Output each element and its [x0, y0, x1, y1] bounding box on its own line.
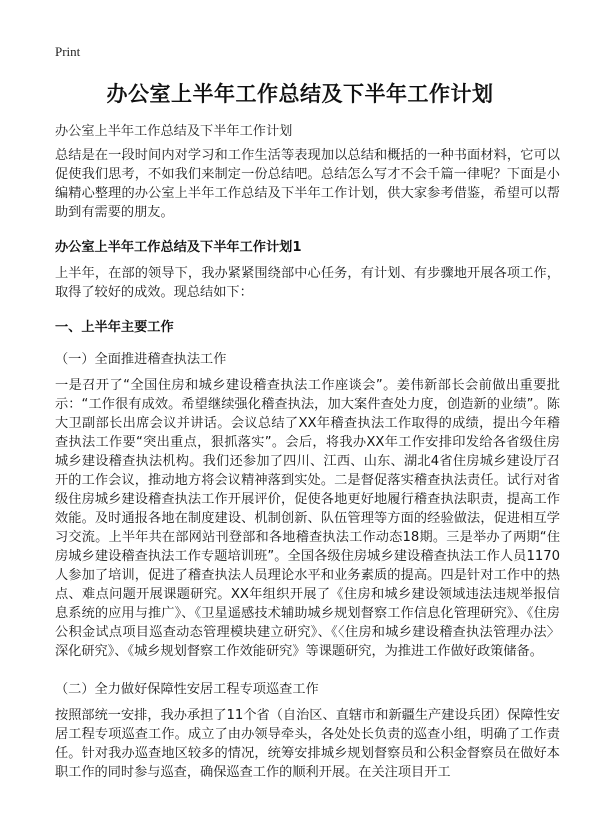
print-label[interactable]: Print	[55, 44, 81, 59]
subsection2-body: 按照部统一安排，我办承担了11个省（自治区、直辖市和新疆生产建设兵团）保障性安居工程专项巡查工作。成立了由办领导牵头，各处处长负责的巡查小组，明确了工作责任。针对我办巡查地区较多的情况，统筹安排城乡规划督察员和公积金督察员在做好本职工作的同时参与巡查，确保巡查工作的顺利开展。在关注项目开工	[55, 708, 560, 780]
overview-paragraph: 上半年，在部的领导下，我办紧紧围绕部中心任务，有计划、有步骤地开展各项工作，取得了较好的成效。现总结如下：	[55, 266, 560, 300]
document-subtitle: 办公室上半年工作总结及下半年工作计划	[55, 124, 293, 139]
document-title: 办公室上半年工作总结及下半年工作计划	[106, 82, 494, 106]
section1-heading: 一、上半年主要工作	[55, 320, 174, 335]
subsection1-body: 一是召开了“全国住房和城乡建设稽查执法工作座谈会”。姜伟新部长会前做出重要批示：“工作很有成效。希望继续强化稽查执法，加大案件查处力度，创造新的业绩”。陈大卫副部长出席会议并讲话。会议总结了XX年稽查执法工作取得的成绩，提出今年稽查执法工作要“突出重点，狠抓落实”。会后，将我办XX年工作安排印发给各省级住房城乡建设稽查执法机构。我们还参加了四川、江西、山东、湖北4省住房城乡建设厅召开的工作会议，推动地方将会议精神落到实处。二是督促落实稽查执法责任。试行对省级住房城乡建设稽查执法工作开展评价，促使各地更好地履行稽查执法职责，提高工作效能。及时通报各地在制度建设、机制创新、队伍管理等方面的经验做法，促进相互学习交流。上半年共在部网站刊登部和各地稽查执法工作动态18期。三是举办了两期“住房城乡建设稽查执法工作专题培训班”。全国各级住房城乡建设稽查执法工作人员1170人参加了培训，促进了稽查执法人员理论水平和业务素质的提高。四是针对工作中的热点、难点问题开展课题研究。XX年组织开展了《住房和城乡建设领域违法违规举报信息系统的应用与推广》、《卫星遥感技术辅助城乡规划督察工作信息化管理研究》、《住房公积金试点项目巡查动态管理模块建立研究》、《〈住房和城乡建设稽查执法管理办法〉深化研究》、《城乡规划督察工作效能研究》等课题研究，为推进工作做好政策储备。	[55, 378, 560, 659]
subsection1-heading: （一）全面推进稽查执法工作	[55, 352, 227, 367]
plan-heading: 办公室上半年工作总结及下半年工作计划1	[55, 240, 302, 255]
subsection2-heading: （二）全力做好保障性安居工程专项巡查工作	[55, 682, 319, 697]
intro-paragraph: 总结是在一段时间内对学习和工作生活等表现加以总结和概括的一种书面材料，它可以促使我们思考，不如我们来制定一份总结吧。总结怎么写才不会千篇一律呢？下面是小编精心整理的办公室上半年工作总结及下半年工作计划，供大家参考借鉴，希望可以帮助到有需要的朋友。	[55, 148, 560, 220]
